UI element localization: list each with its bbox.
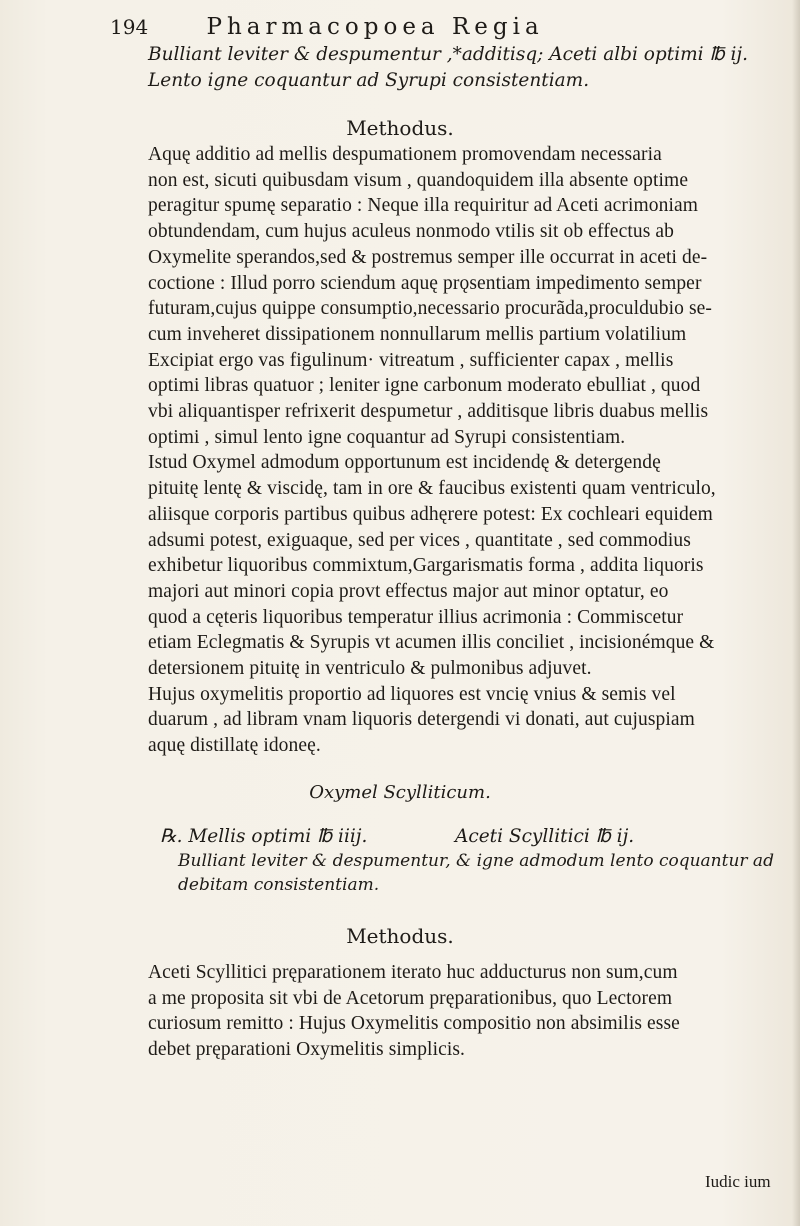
text-line: aquę distillatę idoneę. bbox=[148, 735, 321, 757]
recipe-line: debitam consistentiam. bbox=[178, 875, 380, 895]
text-line: Istud Oxymel admodum opportunum est incidendę & detergendę bbox=[148, 452, 661, 474]
section-heading: Methodus. bbox=[346, 924, 454, 948]
text-line: exhibetur liquoribus commixtum,Gargarismatis forma , addita liquoris bbox=[148, 555, 704, 577]
text-line: detersionem pituitę in ventriculo & pulmonibus adjuvet. bbox=[148, 658, 592, 679]
running-title: Pharmacopoea Regia bbox=[206, 14, 544, 40]
text-line: aliisque corporis partibus quibus adhęrere potest: Ex cochleari equidem bbox=[148, 503, 713, 525]
text-line: optimi libras quatuor ; leniter igne carbonum moderato ebulliat , quod bbox=[148, 375, 701, 397]
page-edge-shadow bbox=[792, 0, 800, 1226]
page-number: 194 bbox=[110, 15, 149, 39]
text-line: duarum , ad libram vnam liquoris detergendi vi donati, aut cujuspiam bbox=[148, 709, 695, 731]
text-line: obtundendam, cum hujus aculeus nonmodo vtilis sit ob effectus ab bbox=[148, 221, 674, 243]
recipe-title: Oxymel Scylliticum. bbox=[309, 782, 491, 803]
recipe-line: Lento igne coquantur ad Syrupi consistentiam. bbox=[148, 70, 590, 91]
text-line: a me proposita sit vbi de Acetorum pręparationibus, quo Lectorem bbox=[148, 987, 673, 1009]
text-line: optimi , simul lento igne coquantur ad Syrupi consistentiam. bbox=[148, 426, 626, 448]
text-line: Aceti Scyllitici pręparationem iterato huc adducturus non sum,cum bbox=[148, 962, 678, 983]
text-line: majori aut minori copia provt effectus major aut minor optatur, eo bbox=[148, 580, 669, 602]
text-line: vbi aliquantisper refrixerit despumetur , additisque libris duabus mellis bbox=[148, 401, 709, 422]
section-heading: Methodus. bbox=[346, 116, 454, 140]
text-line: debet pręparationi Oxymelitis simplicis. bbox=[148, 1038, 466, 1060]
text-line: non est, sicuti quibusdam visum , quandoquidem illa absente optime bbox=[148, 169, 689, 191]
ingredient-honey: ℞. Mellis optimi ℔ iiij. bbox=[160, 826, 368, 847]
ingredient-vinegar: Aceti Scyllitici ℔ ij. bbox=[455, 826, 635, 847]
text-line: pituitę lentę & viscidę, tam in ore & faucibus existenti quam ventriculo, bbox=[148, 478, 716, 500]
catchword: Iudic ium bbox=[705, 1172, 771, 1191]
text-line: curiosum remitto : Hujus Oxymelitis compositio non absimilis esse bbox=[148, 1013, 680, 1034]
text-line: Hujus oxymelitis proportio ad liquores est vncię vnius & semis vel bbox=[148, 683, 676, 705]
text-line: Aquę additio ad mellis despumationem promovendam necessaria bbox=[148, 144, 662, 165]
text-line: Excipiat ergo vas figulinum· vitreatum , sufficienter capax , mellis bbox=[148, 349, 674, 371]
text-line: cum inveheret dissipationem nonnullarum mellis partium volatilium bbox=[148, 323, 687, 345]
text-line: adsumi potest, exiguaque, sed per vices , quantitate , sed commodius bbox=[148, 529, 691, 551]
running-header bbox=[110, 14, 790, 40]
text-line: peragitur spumę separatio : Neque illa requiritur ad Aceti acrimoniam bbox=[148, 195, 698, 217]
text-line: etiam Eclegmatis & Syrupis vt acumen illis conciliet , incisionémque & bbox=[148, 632, 715, 654]
text-line: quod a cęteris liquoribus temperatur illius acrimonia : Commiscetur bbox=[148, 606, 684, 628]
recipe-line: Bulliant leviter & despumentur, & igne admodum lento coquantur ad bbox=[178, 851, 774, 871]
text-line: futuram,cujus quippe consumptio,necessario procurãda,proculdubio se- bbox=[148, 298, 713, 320]
recipe-line: Bulliant leviter & despumentur ,*additisq; Aceti albi optimi ℔ ij. bbox=[148, 44, 748, 65]
text-line: coctione : Illud porro sciendum aquę prǫsentiam impedimento semper bbox=[148, 272, 702, 294]
text-line: Oxymelite sperandos,sed & postremus semper ille occurrat in aceti de- bbox=[148, 246, 708, 268]
